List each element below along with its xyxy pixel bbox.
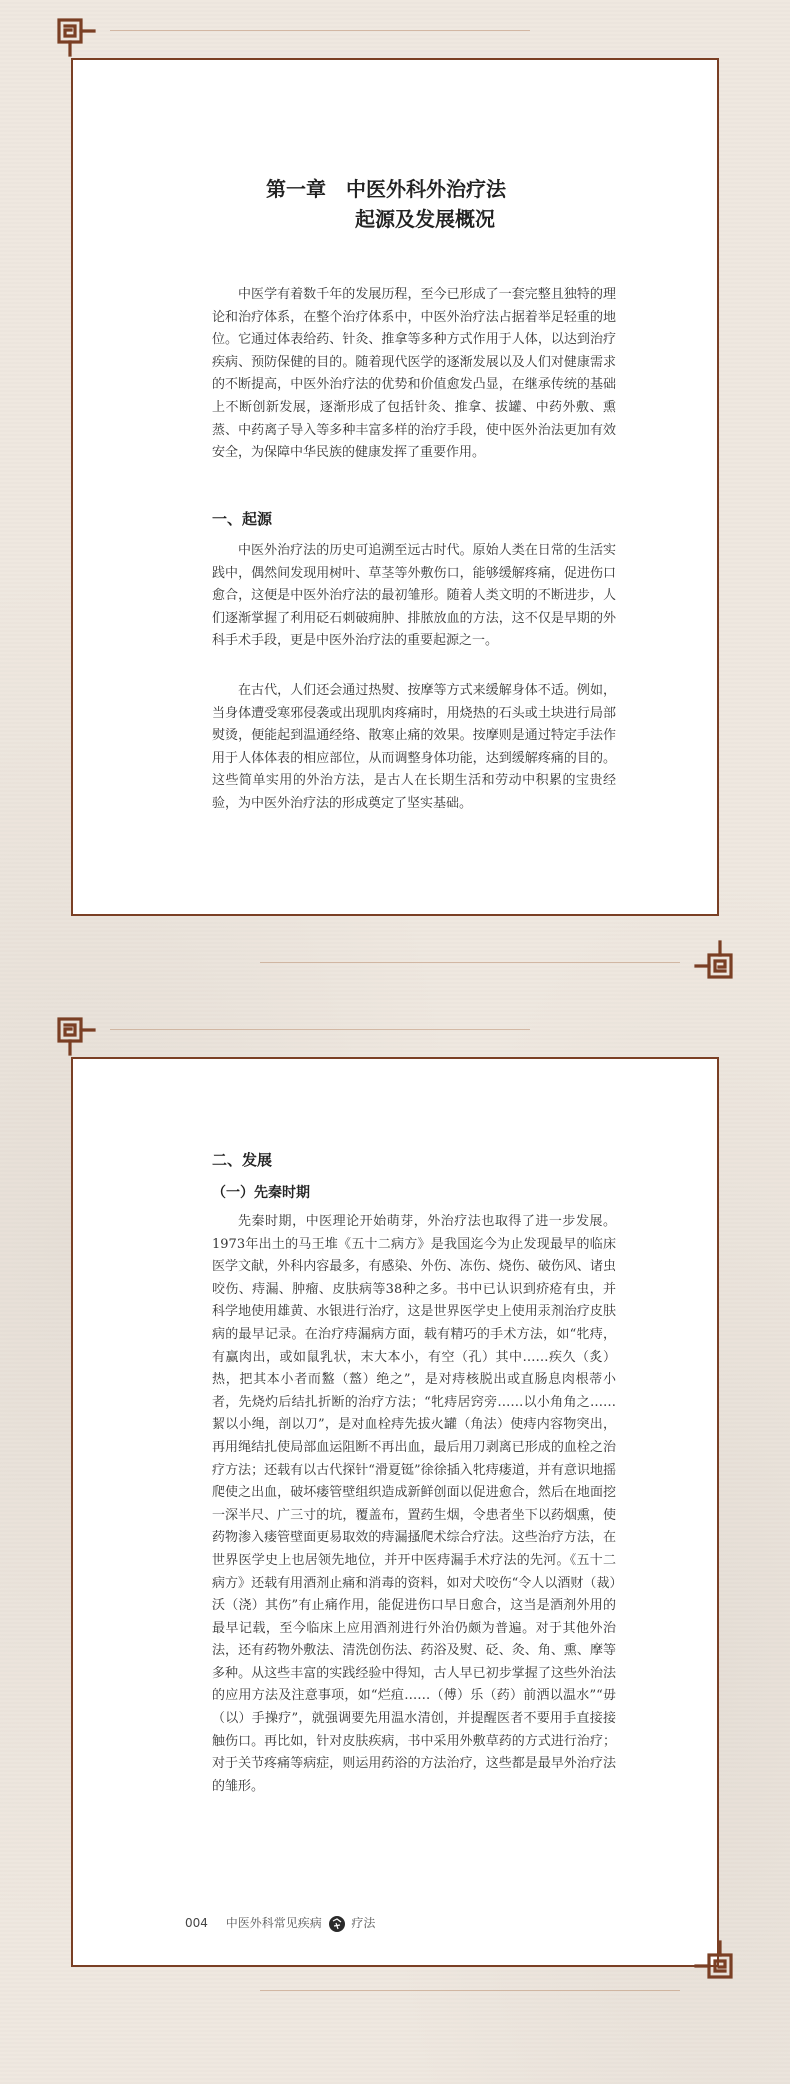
page-card-1 xyxy=(71,58,719,916)
bottom-rule-2 xyxy=(260,1990,680,1991)
page-card-2 xyxy=(71,1057,719,1967)
origin-paragraph-2: 在古代，人们还会通过热熨、按摩等方式来缓解身体不适。例如，当身体遭受寒邪侵袭或出现肌肉疼痛时，用烧热的石头或土块进行局部熨烫，便能起到温通经络、散寒止痛的效果。按摩则是通过特定手法作用于人体体表的相应部位，从而调整身体功能，达到缓解疼痛的目的。这些简单实用的外治方法，是古人在长期生活和劳动中积累的宝贵经验，为中医外治疗法的形成奠定了坚实基础。 xyxy=(212,683,616,811)
corner-knot-icon xyxy=(694,1940,734,1980)
subsection-heading-pre-qin: （一）先秦时期 xyxy=(212,1185,310,1201)
chapter-title-line-1: 第一章 中医外科外治疗法 xyxy=(266,177,506,201)
section-heading-development: 二、发展 xyxy=(212,1151,273,1169)
chapter-title-line-2: 起源及发展概况 xyxy=(355,207,495,231)
page-number: 004 xyxy=(185,1916,208,1930)
page-footer xyxy=(185,1914,375,1933)
origin-paragraph-1: 中医外治疗法的历史可追溯至远古时代。原始人类在日常的生活实践中，偶然间发现用树叶、草茎等外敷伤口，能够缓解疼痛，促进伤口愈合，这便是中医外治疗法的最初雏形。随着人类文明的不断进步，人们逐渐掌握了利用砭石刺破痈肿、排脓放血的方法，这不仅是早期的外科手术手段，更是中医外治疗法的重要起源之一。 xyxy=(212,543,616,649)
book-title-seal-icon xyxy=(328,1915,346,1933)
book-title-part-1: 中医外科常见疾病 xyxy=(225,1916,322,1930)
top-rule-1 xyxy=(110,30,530,31)
book-title-part-2: 疗法 xyxy=(351,1916,376,1930)
corner-knot-icon xyxy=(56,17,96,57)
corner-knot-icon xyxy=(56,1016,96,1056)
section-heading-origin: 一、起源 xyxy=(212,510,273,528)
intro-paragraph: 中医学有着数千年的发展历程，至今已形成了一套完整且独特的理论和治疗体系，在整个治疗体系中，中医外治疗法占据着举足轻重的地位。它通过体表给药、针灸、推拿等多种方式作用于人体，以达到治疗疾病、预防保健的目的。随着现代医学的逐渐发展以及人们对健康需求的不断提高，中医外治疗法的优势和价值愈发凸显，在继承传统的基础上不断创新发展，逐渐形成了包括针灸、推拿、拔罐、中药外敷、熏蒸、中药离子导入等多种丰富多样的治疗手段，使中医外治法更加有效安全，为保障中华民族的健康发挥了重要作用。 xyxy=(212,287,616,461)
corner-knot-icon xyxy=(694,940,734,980)
pre-qin-paragraph: 先秦时期，中医理论开始萌芽，外治疗法也取得了进一步发展。1973年出土的马王堆《五十二病方》是我国迄今为止发现最早的临床医学文献，外科内容最多，有感染、外伤、冻伤、烧伤、破伤风、诸虫咬伤、痔漏、肿瘤、皮肤病等38种之多。书中已认识到疥疮有虫，并科学地使用雄黄、水银进行治疗，这是世界医学史上使用汞剂治疗皮肤病的最早记录。在治疗痔漏病方面，载有精巧的手术方法，如“牝痔，有赢肉出，或如鼠乳状，末大本小，有空（孔）其中……疾久（炙）热，把其本小者而盭（盩）绝之”，是对痔核脱出或直肠息肉根蒂小者，先烧灼后结扎折断的治疗方法；“牝痔居窍旁……以小角角之……絜以小绳，剖以刀”，是对血栓痔先拔火罐（角法）使痔内容物突出，再用绳结扎使局部血运阻断不再出血，最后用刀剥离已形成的血栓之治疗方法；还载有以古代探针“滑夏铤”徐徐插入牝痔瘘道，并有意识地摇爬使之出血，破坏瘘管壁组织造成新鲜创面以促进愈合，然后在地面挖一深半尺、广三寸的坑，覆盖布，置药生烟，令患者坐下以药烟熏，使药物渗入瘘管壁面更易取效的痔漏搔爬术综合疗法。这些治疗方法，在世界医学史上也居领先地位，并开中医痔漏手术疗法的先河。《五十二病方》还载有用酒剂止痛和消毒的资料，如对犬咬伤“令人以酒财（裁）沃（浇）其伤”有止痛作用，能促进伤口早日愈合，这当是酒剂外用的最早记载，至今临床上应用酒剂进行外治仍颇为普遍。对于其他外治法，还有药物外敷法、清洗创伤法、药浴及熨、砭、灸、角、熏、摩等多种。从这些丰富的实践经验中得知，古人早已初步掌握了这些外治法的应用方法及注意事项，如“烂疽……（傅）乐（药）前洒以温水”“毋（以）手操疗”，就强调要先用温水清创，并提醒医者不要用手直接接触伤口。再比如，针对皮肤疾病，书中采用外敷草药的方式进行治疗；对于关节疼痛等病症，则运用药浴的方法治疗，这些都是最早外治疗法的雏形。 xyxy=(212,1214,616,1794)
top-rule-2 xyxy=(110,1029,530,1030)
bottom-rule-1 xyxy=(260,962,680,963)
